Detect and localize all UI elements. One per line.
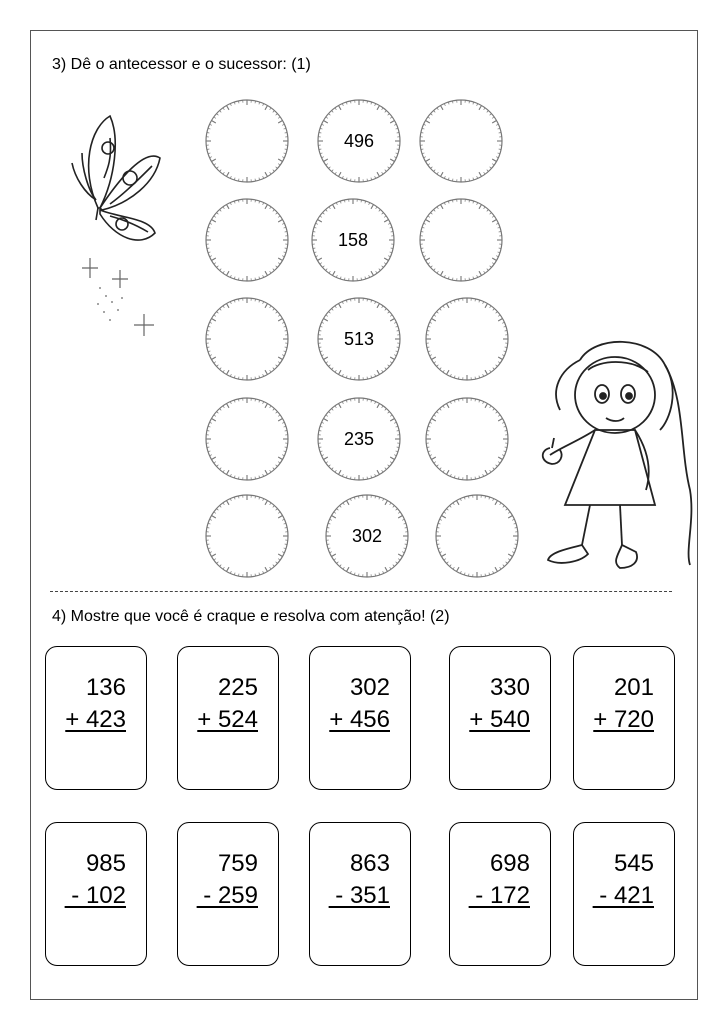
operand-top: 201 — [613, 674, 654, 701]
number-circle — [316, 396, 402, 482]
butterfly-icon — [60, 108, 170, 348]
addition-card — [177, 646, 279, 790]
predecessor-circle — [204, 396, 290, 482]
number-circle — [316, 296, 402, 382]
section-4-title: 4) Mostre que você é craque e resolva com atenção! (2) — [52, 608, 450, 625]
successor-circle — [418, 98, 504, 184]
operand-bottom: - 351 — [328, 882, 390, 909]
section-divider — [50, 591, 672, 592]
given-number: 302 — [351, 525, 383, 546]
successor-circle — [424, 396, 510, 482]
number-circle — [316, 98, 402, 184]
operand-bottom: + 423 — [65, 706, 126, 733]
predecessor-circle — [204, 493, 290, 579]
operand-bottom: + 540 — [469, 706, 530, 733]
addition-card — [45, 646, 147, 790]
predecessor-circle — [204, 296, 290, 382]
operand-bottom: + 524 — [197, 706, 258, 733]
predecessor-circle — [204, 98, 290, 184]
girl-illustration-icon — [540, 330, 700, 590]
operand-bottom: - 102 — [64, 882, 126, 909]
operand-top: 136 — [85, 674, 126, 701]
section-3-title: 3) Dê o antecessor e o sucessor: (1) — [52, 56, 311, 73]
predecessor-circle — [204, 197, 290, 283]
addition-card — [573, 646, 675, 790]
operand-top: 698 — [489, 850, 530, 877]
given-number: 158 — [337, 229, 369, 250]
subtraction-card — [177, 822, 279, 966]
given-number: 513 — [343, 328, 375, 349]
successor-circle — [424, 296, 510, 382]
operand-top: 863 — [349, 850, 390, 877]
operand-top: 302 — [349, 674, 390, 701]
successor-circle — [418, 197, 504, 283]
operand-bottom: + 720 — [593, 706, 654, 733]
successor-circle — [434, 493, 520, 579]
given-number: 496 — [343, 130, 375, 151]
operand-top: 759 — [217, 850, 258, 877]
number-circle — [324, 493, 410, 579]
operand-bottom: + 456 — [329, 706, 390, 733]
subtraction-card — [309, 822, 411, 966]
operand-bottom: - 259 — [196, 882, 258, 909]
subtraction-card — [573, 822, 675, 966]
operand-top: 225 — [217, 674, 258, 701]
given-number: 235 — [343, 428, 375, 449]
number-circle — [310, 197, 396, 283]
operand-bottom: - 172 — [468, 882, 530, 909]
addition-card — [449, 646, 551, 790]
subtraction-card — [449, 822, 551, 966]
operand-top: 545 — [613, 850, 654, 877]
operand-top: 985 — [85, 850, 126, 877]
operand-top: 330 — [489, 674, 530, 701]
addition-card — [309, 646, 411, 790]
operand-bottom: - 421 — [592, 882, 654, 909]
subtraction-card — [45, 822, 147, 966]
